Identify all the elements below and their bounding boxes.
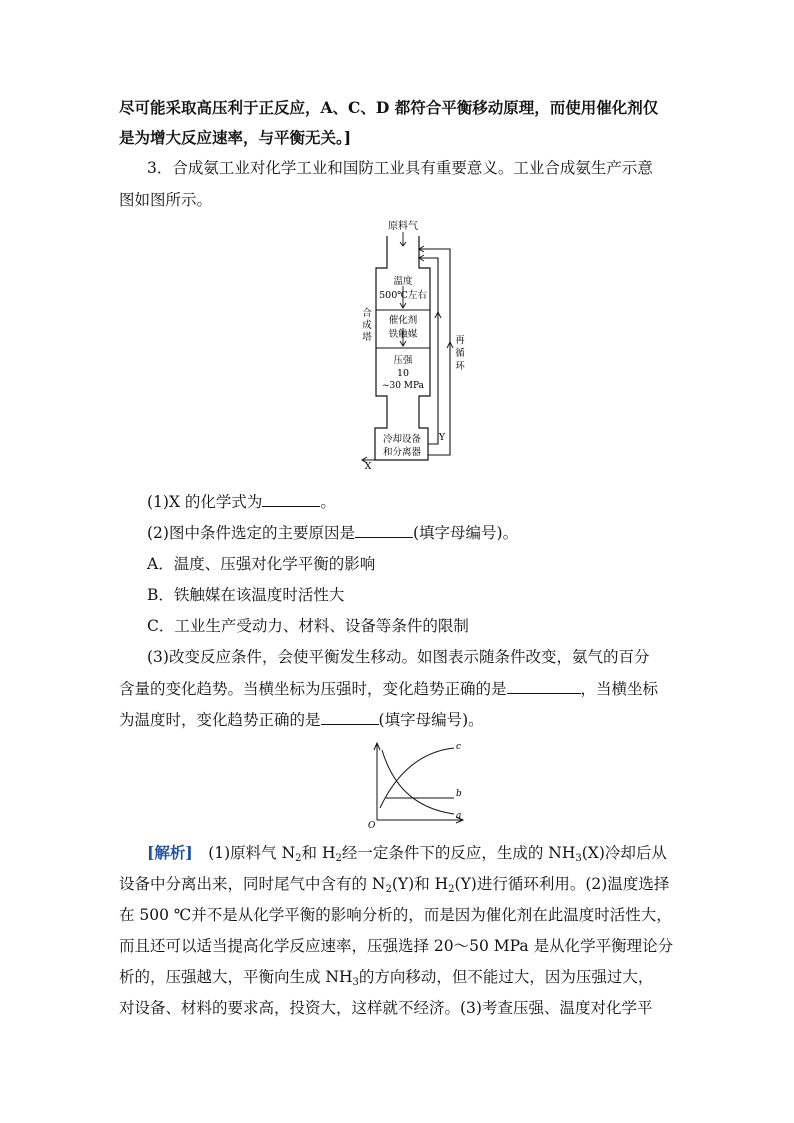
sub-question-1	[147, 492, 707, 512]
question-line-2: 图如图所示。	[119, 191, 213, 209]
analysis-line-3: 在 500 ℃并不是从化学平衡的影响分析的，而是因为催化剂在此温度时活性大，	[119, 906, 672, 924]
sub2-end: (填字母编号)。	[412, 524, 519, 542]
sub-3: 3	[575, 853, 582, 864]
sub-question-3-line-3	[119, 710, 679, 730]
answer-blank-2[interactable]	[355, 523, 413, 538]
y-axis	[374, 743, 380, 820]
sub2-text: (2)图中条件选定的主要原因是	[147, 524, 355, 542]
cooler-label-2: 和分离器	[382, 447, 422, 458]
tower-label-2: 成	[362, 320, 372, 331]
sub-2: 2	[295, 853, 302, 864]
curve-a	[382, 750, 454, 814]
x-label: X	[364, 461, 372, 472]
sub-2: 2	[448, 884, 455, 895]
feed-gas-label: 原料气	[388, 221, 418, 232]
recycle-label-3: 环	[455, 361, 465, 372]
option-b: B．铁触媒在该温度时活性大	[147, 586, 345, 604]
sub-question-3-line-2	[119, 679, 679, 699]
analysis-l1d: (X)冷却后从	[581, 844, 667, 862]
sub3-line2a: 含量的变化趋势。当横坐标为压强时，变化趋势正确的是	[119, 680, 507, 698]
analysis-l2b: (Y)和 H	[391, 875, 449, 893]
analysis-l5b: 的方向移动，但不能过大，因为压强过大，	[358, 968, 654, 986]
recycle-inner	[419, 258, 438, 444]
curve-c-label: c	[456, 742, 462, 752]
tower-label-3: 塔	[362, 332, 372, 343]
analysis-l1c: 经一定条件下的反应，生成的 NH	[341, 844, 576, 862]
y-label: Y	[438, 432, 446, 443]
sub1-text: (1)X 的化学式为	[147, 493, 263, 511]
analysis-line-1	[147, 843, 707, 863]
origin-label: O	[368, 821, 376, 830]
curve-c	[380, 748, 454, 808]
sub3-line3b: (填字母编号)。	[378, 711, 484, 729]
pressure-label-2: 10	[396, 368, 410, 379]
intro-line-1: 尽可能采取高压利于正反应，A、C、D 都符合平衡移动原理，而使用催化剂仅	[119, 98, 659, 117]
question-text-1: 合成氨工业对化学工业和国防工业具有重要意义。工业合成氨生产示意	[172, 159, 653, 177]
question-line-1	[147, 158, 707, 178]
recycle-label-2: 循	[455, 348, 465, 359]
curve-b-label: b	[456, 789, 462, 799]
tower-label-1: 合	[362, 308, 372, 319]
catalyst-label-2: 铁触媒	[388, 329, 418, 340]
answer-blank-3[interactable]	[507, 679, 581, 694]
sub-2: 2	[385, 884, 392, 895]
answer-blank-4[interactable]	[321, 710, 379, 725]
sub-2: 2	[335, 853, 342, 864]
sub-question-2	[147, 523, 707, 543]
catalyst-label-1: 催化剂	[388, 315, 418, 326]
cooler-label-1: 冷却设备	[382, 434, 422, 445]
pressure-label-3: ~30 MPa	[381, 381, 425, 391]
pressure-label-1: 压强	[393, 355, 413, 366]
analysis-l1a: (1)原料气 N	[208, 844, 296, 862]
sub-3: 3	[352, 977, 359, 988]
analysis-l1b: 和 H	[301, 844, 336, 862]
analysis-l5a: 析的，压强越大，平衡向生成 NH	[119, 968, 353, 986]
recycle-loop	[419, 249, 450, 455]
trend-graph	[362, 738, 472, 830]
feed-arrow	[400, 232, 406, 246]
analysis-line-6: 对设备、材料的要求高，投资大，这样就不经济。(3)考查压强、温度对化学平	[119, 999, 653, 1017]
analysis-tag: [解析]	[147, 843, 193, 862]
analysis-line-2	[119, 874, 679, 894]
temp-label-1: 温度	[393, 276, 413, 287]
sub1-end: 。	[320, 493, 336, 511]
answer-blank-1[interactable]	[262, 492, 320, 507]
option-a: A．温度、压强对化学平衡的影响	[147, 555, 376, 573]
analysis-line-4: 而且还可以适当提高化学反应速率，压强选择 20～50 MPa 是从化学平衡理论分	[119, 937, 674, 955]
temp-label-2: 500℃左右	[379, 290, 427, 301]
analysis-l2c: (Y)进行循环利用。(2)温度选择	[454, 875, 670, 893]
question-number: 3．	[147, 159, 173, 177]
intro-line-2: 是为增大反应速率，与平衡无关。]	[119, 128, 352, 147]
option-c: C．工业生产受动力、材料、设备等条件的限制	[147, 617, 469, 635]
recycle-label-1: 再	[455, 335, 465, 346]
ammonia-process-diagram	[352, 218, 467, 478]
sub3-line3a: 为温度时，变化趋势正确的是	[119, 711, 321, 729]
sub-question-3-line-1: (3)改变反应条件，会使平衡发生移动。如图表示随条件改变，氨气的百分	[147, 648, 650, 666]
x-axis	[377, 817, 463, 823]
analysis-l2a: 设备中分离出来，同时尾气中含有的 N	[119, 875, 386, 893]
analysis-line-5	[119, 967, 679, 987]
curve-a-label: a	[456, 811, 462, 821]
sub3-line2b: ，当横坐标	[580, 680, 659, 698]
